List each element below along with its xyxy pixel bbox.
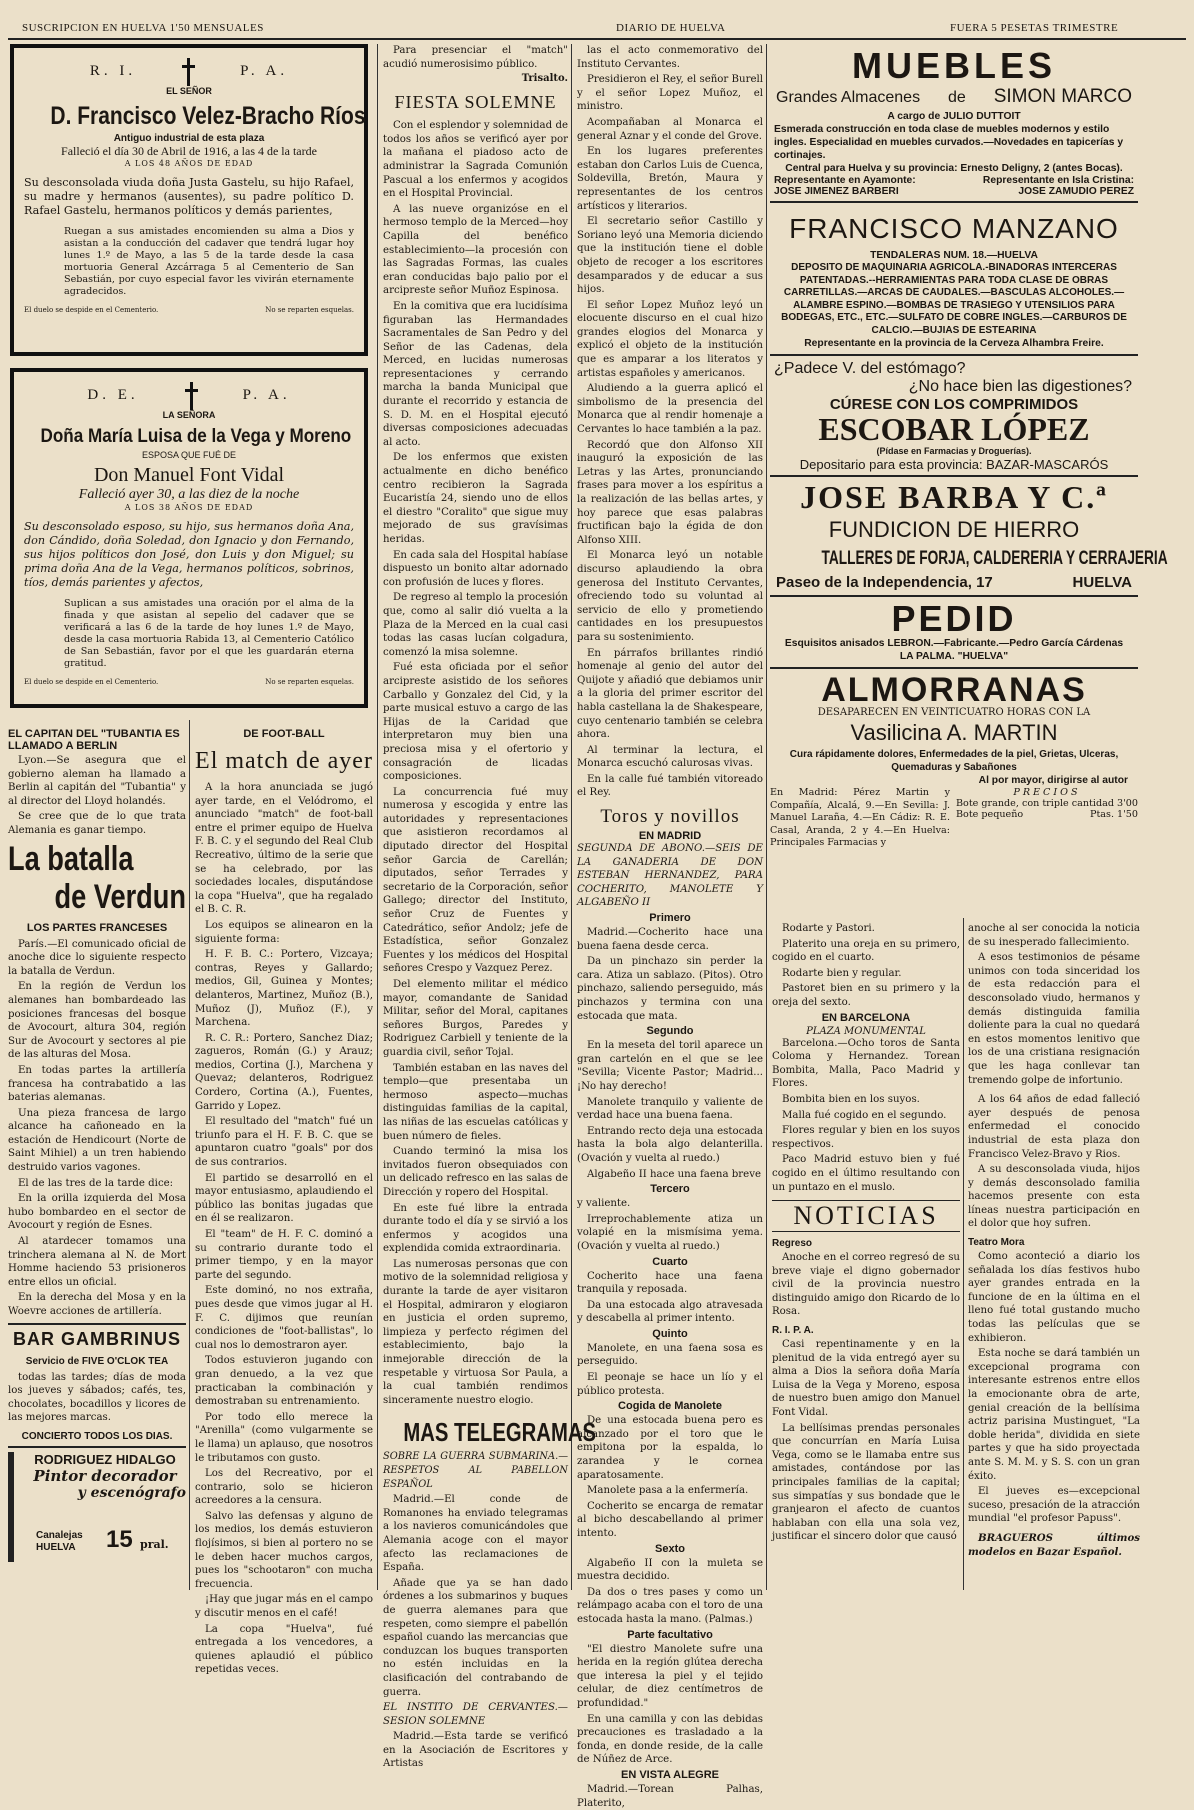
noticias-paragraph: La bellísimas prendas personales que concurrían en María Luisa Vega, como se le llamaba entre sus amistades, contándose por las principales familias de la capital; sus simpatías y sus bondade que le granjearon el afecto de cuantos hablaban con ella una sola vez, justificar el sincero dolor que causó bbox=[772, 1422, 960, 1543]
telegramas-headline: MAS TELEGRAMAS bbox=[403, 1417, 597, 1448]
muebles-desc: Esmerada construcción en toda clase de muebles modernos y estilo ingles. Especialidad en muebles curvados.—Novedades en tapicerías y cortinajes. bbox=[774, 124, 1124, 161]
toros-paragraph: Manolete tranquilo y valiente de verdad hace una buena faena. bbox=[577, 1096, 763, 1122]
toros-paragraph: Platerito una oreja en su primero, cogido en el cuarto. bbox=[772, 938, 960, 964]
tubantia-headline: EL CAPITAN DEL "TUBANTIA ES LLAMADO A BERLIN bbox=[8, 728, 180, 752]
obit-request: Suplican a sus amistades una oración por el alma de la finada y que asistan al sepelio del cadaver que se verificará a las 6 de la tarde de hoy lunes 1.º de Mayo, desde la casa mortuoria Rabida 13, al Cementerio Católico de San Sebastián, favor por el que les guardarán eterna gratitud. bbox=[64, 598, 354, 669]
muebles-title: MUEBLES bbox=[851, 45, 1056, 86]
football-paragraph: El resultado del "match" fué un triunfo para el H. F. B. C. que se apuntaron cuatro "goals" por dos de sus contrarios. bbox=[195, 1116, 373, 1169]
fiesta-paragraph: Con el esplendor y solemnidad de todos los años se verificó ayer por la mañana el piadoso acto de administrar la Sagrada Comunión Pascual a los enfermos y acogidos en el Hospital Provincial. bbox=[383, 120, 568, 200]
match-signature: Trisalto. bbox=[521, 73, 568, 85]
football-section: DE FOOT-BALL bbox=[243, 728, 325, 740]
toros-paragraph: "El diestro Manolete sufre una herida en la región glútea derecha que interesa la piel y el tejido celular, de diez centímetros de profundidad." bbox=[577, 1643, 763, 1709]
barcelona-subhead: EN BARCELONA bbox=[821, 1011, 911, 1024]
noticias-headline: NOTICIAS bbox=[772, 1200, 960, 1232]
column-1 bbox=[8, 722, 186, 1592]
football-paragraph: Todos estuvieron jugando con gran denuedo, a la vez que practicaban la combinación y demostraban su entrenamiento. bbox=[195, 1355, 373, 1408]
pedid-line: Esquisitos anisados LEBRON.—Fabricante.—Pedro García Cárdenas bbox=[784, 638, 1124, 649]
toros-paragraph: Pastoret bien en su primero y la oreja del sexto. bbox=[772, 983, 960, 1008]
muebles-rep-name: JOSE JIMENEZ BARBERI bbox=[774, 186, 899, 197]
obit-name: Doña María Luisa de la Vega y Moreno bbox=[40, 426, 352, 447]
almorranas-mayor: Al por mayor, dirigirse al autor bbox=[978, 775, 1128, 786]
noticias-paragraph: A los 64 años de edad falleció ayer después de penosa enfermedad el conocido industrial de esta plaza don Francisco Velez-Bravo y Rios. bbox=[968, 1094, 1140, 1160]
muebles-de: de bbox=[948, 89, 966, 106]
column-2 bbox=[195, 722, 373, 1676]
obituary-velez-bracho bbox=[10, 44, 368, 356]
fiesta-paragraph: De los enfermos que existen actualmente en dicho benéfico centro recibieron la Sagrada Eucaristía 24, siendo uno de ellos el diestro "Coralito" que sigue muy mejorado de sus gravísimas heridas. bbox=[383, 452, 568, 545]
cervantes-paragraph: El señor Lopez Muñoz leyó un elocuente discurso en el cual hizo grandes elogios del Monarca y explicó el objeto de la institución que es amparar a los literatos y artistas españoles y americanos. bbox=[577, 299, 763, 379]
almorranas-product: Vasilicina A. MARTIN bbox=[850, 720, 1058, 745]
cogida-subhead: Cogida de Manolete bbox=[618, 1400, 722, 1413]
football-paragraph: Los equipos se alinearon en la siguiente forma: bbox=[195, 919, 373, 945]
fiesta-paragraph: La concurrencia fué muy numerosa y escogida y entre las autoridades y representaciones que asistieron recordamos al diputado director del Hospital señor Garcia de Carellán; diputados, señor Terrades y secretario de la Corporación, señor Gallego; director del Instituto, señor Cruz de Fuentes y Catedrático, señor Andolz; jefe de Estadística, señor Gonzalez Fuentes y los médicos del Hospital señores Crespo y Vazquez Perez. bbox=[383, 786, 568, 975]
verdun-headline-2: de Verdun bbox=[54, 877, 186, 916]
fiesta-paragraph: A las nueve organizóse en el hermoso templo de la Merced—hoy Capilla del benéfico establecimiento—la procesión con las Sagradas Formas, las cuales eran conducidas bajo palio por el arcipreste señor Muñoz Espinosa. bbox=[383, 203, 568, 297]
toros-paragraph: El peonaje se hace un lío y el público protesta. bbox=[577, 1372, 763, 1397]
cervantes-body bbox=[577, 44, 763, 800]
manzano-title: FRANCISCO MANZANO bbox=[789, 213, 1119, 244]
column-6 bbox=[968, 922, 1140, 1592]
toros-paragraph: Algabeño II hace una faena breve bbox=[587, 1168, 761, 1180]
fiesta-paragraph: En la comitiva que era lucidísima figuraban las Hermandades Sacramentales de San Pedro y del Señor de las Cadenas, dela Merced, en lucidas numerosas representaciones y cerrando marcha la banda Municipal que durante el recorrido y estancia de S. D. M. en el Hospital ejecutó diversas composiciones adecuadas al acto. bbox=[383, 300, 568, 448]
barba-city: HUELVA bbox=[1072, 574, 1132, 591]
toros-paragraph: De una estocada buena pero es alcanzado por el toro que le empitona por la espalda, lo zarandea y le cornea aparatosamente. bbox=[577, 1415, 763, 1481]
obit-age: A LOS 48 AÑOS DE EDAD bbox=[124, 159, 254, 168]
barba-name: JOSE BARBA Y C.ª bbox=[800, 479, 1108, 515]
toros-paragraph: Flores regular y bien en los suyos respectivos. bbox=[772, 1125, 960, 1150]
hidalgo-name: RODRIGUEZ HIDALGO bbox=[34, 1451, 176, 1467]
toros-paragraph: Rodarte bien y regular. bbox=[782, 967, 902, 979]
obituary-vega-moreno bbox=[10, 368, 368, 708]
bar-gambrinus-title: BAR GAMBRINUS bbox=[13, 1328, 181, 1349]
obit-husband: Don Manuel Font Vidal bbox=[93, 464, 285, 486]
cervantes-paragraph: En los lugares preferentes estaban don Carlos Luis de Cuenca, Soldevilla, Bretón, Maura y representantes de los centros artísticos y literarios. bbox=[577, 146, 763, 212]
verdun-paragraph: En la orilla izquierda del Mosa hubo bombardeo en el sector de Avocourt y región de Esnes. bbox=[8, 1193, 186, 1232]
toros-paragraph: Da una estocada algo atravesada y descabella al primer intento. bbox=[577, 1299, 763, 1325]
verdun-paragraph: El de las tres de la tarde dice: bbox=[18, 1177, 174, 1189]
escobar-cure: CÚRESE CON LOS COMPRIMIDOS bbox=[829, 396, 1079, 413]
fiesta-paragraph: De regreso al templo la procesión que, como al salir dió vuelta a la Plaza de la Merced en la cual casi todas las casas lucían colgadura, comenzó la misa solemne. bbox=[383, 592, 568, 658]
toros-subhead: SEGUNDA DE ABONO.—SEIS DE LA GANADERIA DE DON ESTEBAN HERNANDEZ, PARA COCHERITO, MANOLETE Y ALGABEÑO II bbox=[577, 843, 763, 909]
verdun-paragraph: París.—El comunicado oficial de anoche dice lo siguiente respecto la batalla de Verdun. bbox=[8, 938, 186, 977]
regreso-subhead: Regreso bbox=[772, 1238, 813, 1250]
cross-icon bbox=[185, 382, 197, 410]
obit-rip: R. I. P. A. bbox=[24, 58, 354, 86]
football-paragraph: Salvo las defensas y alguno de los medios, los demás estuvieron flojísimos, si bien al portero no se le deben hacer muchos cargos, pues los "schootaron" con mucha frecuencia. bbox=[195, 1510, 373, 1590]
almorranas-bote-grande: Bote grande, con triple cantidad bbox=[956, 798, 1114, 809]
toros-headline: Toros y novillos bbox=[600, 806, 740, 828]
manzano-desc: DEPOSITO DE MAQUINARIA AGRICOLA.-BINADORAS INTERCERAS PATENTADAS.--HERRAMIENTAS PARA TODA CLASE DE OBRAS CARRETILLAS.—ARCAS DE CAUDALES.—BASCULAS ALCOHOLES.—ALAMBRE ESPINO.—BOMBAS DE TRASIEGO Y UTENSILIOS PARA BODEGAS, ETC., ETC.—SULFATO DE COBRE INGLES.—CARBUROS DE CALCIO.—BUJIAS DE ESTEARINA bbox=[781, 262, 1127, 336]
football-paragraph: R. C. R.: Portero, Sanchez Diaz; zagueros, Román (G.) y Arauz; medios, Cortina (J.), Marchena y Quevaz; delanteros, Rodriguez Cordero, Cortina (A.), Fuentes, Garrido y Lopez. bbox=[195, 1032, 373, 1112]
bar-service: Servicio de FIVE O'CLOK TEA bbox=[25, 1355, 169, 1367]
toros-paragraph: Manolete, en una faena sosa es perseguido. bbox=[577, 1342, 763, 1368]
hidalgo-number: 15 bbox=[106, 1525, 133, 1553]
toros-paragraph: Bombita bien en los suyos. bbox=[782, 1093, 920, 1105]
toro-segundo: Segundo bbox=[646, 1025, 694, 1038]
muebles-rep-label: Representante en Isla Cristina: bbox=[982, 175, 1134, 186]
verdun-paragraph: Una pieza francesa de largo alcance ha cañoneado en la estación de Hendicourt (Norte de Saint Mihiel) a un tren habiendo destruido varios vagones. bbox=[8, 1107, 186, 1174]
barba-fundicion: FUNDICION DE HIERRO bbox=[828, 517, 1080, 542]
obit-died: Falleció ayer 30, a las diez de la noche bbox=[78, 487, 300, 502]
toros-paragraph: Paco Madrid estuvo bien y fué cogido en el último resultando con un puntazo en el muslo. bbox=[772, 1154, 960, 1193]
noticias-paragraph: Como aconteció a diario los señalada los días festivos hubo ayer grandes entrada en la funcione de en la última en el lleno fué total gustando mucho todas las películas que se exhibieron. bbox=[968, 1251, 1140, 1344]
toro-sexto: Sexto bbox=[655, 1542, 685, 1555]
hidalgo-street: Canalejas bbox=[36, 1529, 83, 1541]
toros-paragraph: Entrando recto deja una estocada hasta la bola algo delanterilla. (Ovación y vuelta al ruedo.) bbox=[577, 1125, 763, 1164]
almorranas-sub: DESAPARECEN EN VEINTICUATRO HORAS CON LA bbox=[817, 707, 1091, 718]
match-intro: Para presenciar el "match" acudió numerosisimo público. bbox=[383, 45, 568, 70]
almorranas-bote-pequeno-price: Ptas. 1'50 bbox=[1089, 809, 1138, 820]
toros-paragraph: Manolete pasa a la enfermería. bbox=[587, 1485, 749, 1497]
toros-paragraph: En la meseta del toril aparece un gran cartelón en el que se lee "Sevilla; Vicente Pastor; Madrid... ¡No hay derecho! bbox=[577, 1040, 763, 1092]
column-rule bbox=[189, 720, 190, 1590]
cervantes-paragraph: El Monarca leyó un notable discurso aplaudiendo la obra generosa del Instituto Cervantes, ofreciendo todo su voluntad al servicio de ello y prometiendo cantidades en los presupuestos para su sostenimiento. bbox=[577, 550, 763, 643]
fiesta-paragraph: También estaban en las naves del templo—que presentaba un hermoso aspecto—muchas distinguidas familias de la capital, las niñas de las escuelas católicas y buen número de fieles. bbox=[383, 1062, 568, 1142]
pedid-title: PEDID bbox=[891, 598, 1017, 639]
cervantes-paragraph: El secretario señor Castillo y Soriano leyó una Memoria diciendo que la institución tiene el doble objeto de recoger a los escritores desamparados y de educar a sus hijos. bbox=[577, 216, 763, 296]
bar-concert: CONCIERTO TODOS LOS DIAS. bbox=[21, 1430, 173, 1442]
fiesta-paragraph: Del elemento militar el médico mayor, comandante de Sanidad Militar, señor del Moral, capitanes señores Burgos, Paredes y Rodriguez Carbiell y teniente de la guardia civil, señor Tojal. bbox=[383, 979, 568, 1058]
telegramas-subhead: SOBRE LA GUERRA SUBMARINA.—RESPETOS AL PABELLON ESPAÑOL bbox=[383, 1451, 568, 1490]
noticias-paragraph: El jueves es—excepcional suceso, presación de la atracción mundial "el profesor Papuss". bbox=[968, 1486, 1140, 1525]
noticias-paragraph: A esos testimonios de pésame unimos con toda sinceridad los de esta redacción para el desconsolado viudo, hermanos y demás distinguida familia doliente para la cual no quedará en estos momentos lenitivo que los de una cristiana resignación que les haga conllevar tan tremendo golpe de infortunio. bbox=[968, 952, 1140, 1086]
cervantes-paragraph: En párrafos brillantes rindió homenaje al genio del autor del Quijote y añadió que debiamos unir a la gloria del primer escritor del habla castellana la de Shakespeare, cuyo centenario también se celebra ahora. bbox=[577, 647, 763, 741]
hidalgo-city: HUELVA bbox=[36, 1541, 76, 1553]
column-rule bbox=[571, 44, 572, 1590]
cross-icon bbox=[182, 58, 194, 86]
barba-talleres: TALLERES DE FORJA, CALDERERIA Y CERRAJERIA bbox=[821, 548, 1168, 569]
fiesta-paragraph: Las numerosas personas que con motivo de la solemnidad religiosa y durante la tarde de ayer visitaron el Hospital, admiraron y elogiaron en justicia el orden supremo, limpieza y perfecto régimen del establecimiento, bajo la inmejorable dirección de la respetable y virtuosa Sor Paula, a la cual también rendimos sinceramente nuestro elogio. bbox=[383, 1258, 568, 1406]
cervantes-paragraph: las el acto conmemorativo del Instituto Cervantes. bbox=[577, 45, 763, 70]
obit-foot-left: El duelo se despide en el Cementerio. bbox=[24, 678, 159, 686]
noticias-paragraph: A su desconsolada viuda, hijos y demás desconsolado familia hacemos presente con esta líneas nuestra participación en el dolor que hoy sufren. bbox=[968, 1164, 1140, 1230]
plaza-monumental: PLAZA MONUMENTAL bbox=[806, 1025, 926, 1037]
hidalgo-ad bbox=[8, 1452, 186, 1562]
toro-primero: Primero bbox=[649, 912, 691, 925]
toros-paragraph: Algabeño II con la muleta se muestra decidido. bbox=[577, 1557, 763, 1583]
muebles-central: Central para Huelva y su provincia: Ernesto Deligny, 2 (antes Bocas). bbox=[785, 163, 1123, 174]
toros-paragraph: y valiente. bbox=[577, 1198, 631, 1210]
obit-request: Ruegan a sus amistades encomienden su alma a Dios y asistan a la conducción del cadaver que tendrá lugar hoy lunes 1.º de Mayo, a las 5 de la tarde desde la casa mortuoria General Azcárraga 5 al Cementerio de San Sebastián, por cuyo especial favor les vivirán eternamente agradecidos. bbox=[64, 226, 354, 297]
telegramas-paragraph: Añade que ya se han dado órdenes a los submarinos y buques de guerra alemanes para que respeten, como siempre el pabellón español cuando las mercancias que conduzcan los buques transporten no estén incluidas en la clasificación del contrabando de guerra. bbox=[383, 1577, 568, 1698]
ad-pedid bbox=[770, 597, 1138, 669]
ad-almorranas bbox=[770, 669, 1138, 852]
escobar-pidase: (Pídase en Farmacias y Droguerías). bbox=[876, 446, 1032, 456]
muebles-owner: SIMON MARCO bbox=[993, 86, 1132, 107]
fiesta-headline: FIESTA SOLEMNE bbox=[394, 92, 557, 113]
football-paragraph: El partido se desarrolló en el mayor entusiasmo, aplaudiendo el público las bonitas jugadas que en él se realizaron. bbox=[195, 1172, 373, 1225]
football-body bbox=[195, 781, 373, 1677]
verdun-paragraph: Al atardecer tomamos una trinchera alemana al N. de Mort Homme haciendo 53 prisioneros entre ellos un oficial. bbox=[8, 1236, 186, 1288]
toros-paragraph: Da dos o tres pases y como un relámpago acaba con el toro de una estocada hasta la mano. (Palmas.) bbox=[577, 1586, 763, 1625]
toro-cuarto: Cuarto bbox=[652, 1255, 688, 1268]
bar-text: todas las tardes; días de moda los jueves y sábados; cafés, tes, chocolates, bocadillos y licores de las mejores marcas. bbox=[8, 1371, 186, 1424]
toro-tercero: Tercero bbox=[650, 1183, 690, 1196]
ad-manzano bbox=[770, 203, 1138, 356]
football-paragraph: Este dominó, no nos extraña, pues desde que vimos jugar al H. F. C. dijimos que reunían condiciones de "foot-ballistas", lo cual nos lo demostraron ayer. bbox=[195, 1285, 373, 1351]
almorranas-title: ALMORRANAS bbox=[821, 671, 1087, 709]
column-rule bbox=[963, 918, 964, 1590]
column-4 bbox=[577, 44, 764, 1809]
column-5 bbox=[772, 922, 960, 1592]
obit-body: Su desconsolado esposo, su hijo, sus hermanos doña Ana, don Cándido, doña Soledad, don Ignacio y don Fernando, sus hijos políticos don José, don Luis y don Miguel; su prima doña Ana de la Vega, hermanos políticos, sobrinos, tíos, demás parientes y afectos, bbox=[24, 520, 354, 589]
partes-subhead: LOS PARTES FRANCESES bbox=[26, 921, 168, 934]
football-paragraph: El "team" de H. F. C. dominó a su contrario durante todo el primer tiempo, y en la mayor parte del segundo. bbox=[195, 1229, 373, 1281]
cervantes-paragraph: Aludiendo a la guerra aplicó el simbolismo de la presencia del Monarca que al rendir homenaje a Cervantes lo hace también a la paz. bbox=[577, 383, 763, 436]
obit-foot-right: No se reparten esquelas. bbox=[265, 678, 354, 686]
fiesta-paragraph: Fué esta oficiada por el señor arcipreste asistido de los señores Carballo y Gonzalez del Cid, y la parte musical estuvo a cargo de las Hijas de la Caridad que interpretaron muy bien una preciosa misa y el ofertorio y consagración de licadas composiciones. bbox=[383, 662, 568, 783]
cervantes-subhead: EL INSTITO DE CERVANTES.—SESION SOLEMNE bbox=[383, 1702, 568, 1727]
football-paragraph: A la hora anunciada se jugó ayer tarde, en el Velódromo, el anunciado "match" de foot-ball entre el primer equipo de Huelva F. B. C. y el segundo del Real Club Recreativo, último de la serie que se ha celebrado, por las sociedades locales, disputándose la copa "Huelva", que ha regalado el B. C. R. bbox=[195, 782, 373, 916]
toros-paragraph: Madrid.—Cocherito hace una buena faena desde cerca. bbox=[577, 927, 763, 952]
cervantes-paragraph: Presidieron el Rey, el señor Burell y el señor Lopez Muñoz, el ministro. bbox=[577, 74, 764, 113]
header-rule bbox=[8, 38, 1186, 40]
football-paragraph: Los del Recreativo, por el contrario, solo se hicieron acreedores a la censura. bbox=[195, 1468, 373, 1507]
football-headline: El match de ayer bbox=[195, 748, 373, 774]
telegramas-paragraph: Madrid.—El conde de Romanones ha enviado telegramas a los navieros comunicándoles que Alemania acoge con el mayor afecto las reclamaciones de España. bbox=[383, 1494, 568, 1574]
almorranas-cura: Cura rápidamente dolores, Enfermedades de la piel, Grietas, Ulceras, Quemaduras y Sabañones bbox=[789, 749, 1119, 773]
muebles-rep-name: JOSE ZAMUDIO PEREZ bbox=[1018, 186, 1134, 197]
toros-paragraph: Barcelona.—Ocho toros de Santa Coloma y Hernandez. Torean Bombita, Malla, Paco Madrid y Flores. bbox=[772, 1037, 960, 1090]
column-3 bbox=[383, 44, 597, 1770]
verdun-paragraph: En la región de Verdun los alemanes han bombardeado las posiciones francesas del bosque de Avocourt, altura 304, región Sur de Avocourt y sectores al pie de las alturas del Mosa. bbox=[8, 981, 186, 1061]
obit-label: LA SEÑORA bbox=[162, 410, 216, 420]
ad-escobar bbox=[770, 356, 1138, 477]
verdun-headline-1: La batalla bbox=[8, 839, 134, 878]
toros-madrid: EN MADRID bbox=[638, 830, 702, 843]
obit-body: Su desconsolada viuda doña Justa Gastelu, su hijo Rafael, su madre y hermanos (ausentes), su padre político D. Rafael Gastelu, hermanos políticos y demás parientes, bbox=[24, 176, 354, 217]
escobar-name: ESCOBAR LÓPEZ bbox=[818, 411, 1090, 447]
vista-alegre-subhead: EN VISTA ALEGRE bbox=[621, 1768, 719, 1781]
toro-quinto: Quinto bbox=[652, 1327, 688, 1340]
obit-rip: D. E. P. A. bbox=[24, 382, 354, 410]
noticias-paragraph: anoche al ser conocida la noticia de su inesperado fallecimiento. bbox=[968, 923, 1140, 948]
football-paragraph: ¡Hay que jugar más en el campo y discutir menos en el café! bbox=[195, 1594, 373, 1620]
hidalgo-job: Pintor decorador bbox=[33, 1466, 177, 1485]
noticias-paragraph: Anoche en el correo regresó de su breve viaje el digno gobernador civil de la provincia nuestro distinguido amigo don Ricardo de lo Rosa. bbox=[772, 1252, 960, 1318]
manzano-rep: Representante en la provincia de la Cerveza Alhambra Freire. bbox=[804, 338, 1104, 349]
tubantia-paragraph: Se cree que de lo que trata Alemania es ganar tiempo. bbox=[8, 811, 186, 836]
hidalgo-job-2: y escenógrafo bbox=[77, 1484, 186, 1501]
toros-paragraph: Irreprochablemente atiza un volapié en la mismísima yema. (Ovación y vuelta al ruedo.) bbox=[577, 1213, 763, 1252]
cervantes-paragraph: Acompañaban al Monarca el general Aznar y el conde del Grove. bbox=[577, 116, 763, 142]
obit-esposa: ESPOSA QUE FUÉ DE bbox=[141, 450, 237, 460]
obit-age: A LOS 38 AÑOS DE EDAD bbox=[124, 503, 254, 512]
ripa-subhead: R. I. P. A. bbox=[772, 1325, 814, 1337]
verdun-paragraph: En todas partes la artillería francesa ha contrabatido a las baterias alemanas. bbox=[8, 1064, 186, 1104]
teatro-subhead: Teatro Mora bbox=[968, 1237, 1025, 1249]
football-paragraph: H. F. B. C.: Portero, Vizcaya; contras, Reyes y Gallardo; medios, Gil, Guinea y Montes; delanteros, Martinez, Muñoz (B.), Muñoz (J), Muñoz (F.), y Marchena. bbox=[195, 949, 373, 1029]
ad-muebles bbox=[770, 44, 1138, 203]
column-rule bbox=[377, 44, 378, 1590]
noticias-paragraph: Casi repentinamente y en la plenitud de la vida entregó ayer su alma a Dios la señora doña María Luisa de la Vega y Moreno, esposa de nuestro buen amigo don Manuel Font Vidal. bbox=[772, 1339, 960, 1419]
bragueros-note: BRAGUEROS últimos modelos en Bazar Español. bbox=[968, 1531, 1140, 1558]
tubantia-paragraph: Lyon.—Se asegura que el gobierno aleman ha llamado a Berlin al capitán del "Tubantia" y al director del Lloyd holandés. bbox=[8, 755, 186, 807]
toros-paragraph: Madrid.—Torean Palhas, Platerito, bbox=[577, 1783, 763, 1809]
masthead-bar bbox=[0, 14, 1194, 36]
fiesta-paragraph: Cuando terminó la misa los invitados fueron obsequiados con un delicado refresco en las salas de Dirección y ropero del Hospital. bbox=[383, 1146, 568, 1198]
muebles-cargo: A cargo de JULIO DUTTOIT bbox=[887, 111, 1021, 122]
obit-name: D. Francisco Velez-Bracho Ríos bbox=[50, 102, 366, 130]
parte-subhead: Parte facultativo bbox=[627, 1628, 713, 1641]
column-rule bbox=[766, 44, 767, 1590]
fiesta-body bbox=[383, 119, 568, 1407]
almorranas-bote-grande-price: 3'00 bbox=[1117, 798, 1138, 809]
muebles-rep-label: Representante en Ayamonte: bbox=[774, 175, 916, 186]
escobar-question-2: ¿No hace bien las digestiones? bbox=[908, 378, 1132, 395]
pedid-palma: LA PALMA. "HUELVA" bbox=[899, 651, 1009, 662]
obit-died: Falleció el día 30 de Abril de 1916, a las 4 de la tarde bbox=[61, 144, 317, 158]
escobar-depositario: Depositario para esta provincia: BAZAR-MASCARÓS bbox=[799, 457, 1109, 472]
football-paragraph: La copa "Huelva", fué entregada a los vencedores, a quienes aplaudió el público repetidas veces. bbox=[195, 1623, 373, 1676]
almorranas-stockists: En Madrid: Pérez Martin y Compañía, Alcalá, 9.—En Sevilla: J. Manuel Laraña, 4.—En Cádiz: R. E. Casal, Aranda, 2 y 4.—En Huelva: Principales Farmacias y bbox=[770, 787, 950, 848]
cervantes-paragraph: Recordó que don Alfonso XII inauguró la exposición de las Letras y las Artes, pronunciando frases para mover a los espíritus a la realización de las bellas artes, y hoy parece que esas palabras fructifican bajo la égida de don Alfonso XIII. bbox=[577, 439, 763, 546]
cervantes-paragraph: En la calle fué también vitoreado el Rey. bbox=[577, 773, 763, 799]
toros-paragraph: Da un pinchazo sin perder la cara. Atiza un sablazo. (Pitos). Otro pinchazo, saliendo perseguido, más pinchazos y termina con una estocada que mata. bbox=[577, 956, 763, 1022]
newspaper-name: DIARIO DE HUELVA bbox=[616, 22, 726, 34]
almorranas-bote-pequeno: Bote pequeño bbox=[956, 809, 1024, 820]
manzano-address: TENDALERAS NUM. 18.—HUELVA bbox=[870, 250, 1038, 261]
ad-barba bbox=[770, 477, 1168, 597]
toros-paragraph: Rodarte y Pastori. bbox=[782, 923, 875, 934]
toros-paragraph: En una camilla y con las debidas precauciones es trasladado a la fonda, en donde reside, de la calle de Núñez de Arce. bbox=[577, 1713, 763, 1766]
subscription-local: SUSCRIPCION EN HUELVA 1'50 MENSUALES bbox=[22, 22, 264, 34]
hidalgo-floor: pral. bbox=[140, 1537, 169, 1551]
cervantes-paragraph: Madrid.—Esta tarde se verificó en la Asociación de Escritores y Artistas bbox=[383, 1731, 568, 1770]
fiesta-paragraph: En este fué libre la entrada durante todo el día y se sirvió a los enfermos y acogidos una explendida comida extraordinaria. bbox=[383, 1202, 568, 1255]
escobar-question-1: ¿Padece V. del estómago? bbox=[774, 360, 966, 377]
football-paragraph: Por todo ello merece la "Arenilla" (como vulgarmente se le llama) un aplauso, que nosotros le tributamos con gusto. bbox=[195, 1411, 373, 1464]
obit-foot-left: El duelo se despide en el Cementerio. bbox=[24, 306, 159, 314]
barba-address: Paseo de la Independencia, 17 bbox=[776, 574, 993, 591]
obit-foot-right: No se reparten esquelas. bbox=[265, 306, 354, 314]
noticias-paragraph: Esta noche se dará también un excepcional programa con interesante estrenos entre ellos la emocionante obra de arte, genial creación de la bellísima actriz parisina Mustinguet, "La doble herida", dividida en siete partes y que ha sido proyectada ante S. M. M. y S. S. con un gran éxito. bbox=[968, 1348, 1140, 1482]
almorranas-precios: PRECIOS bbox=[1013, 787, 1081, 798]
toros-paragraph: Cocherito hace una faena tranquila y reposada. bbox=[577, 1270, 763, 1296]
toros-paragraph: Malla fué cogido en el segundo. bbox=[782, 1109, 947, 1121]
cervantes-paragraph: Al terminar la lectura, el Monarca escuchó calurosas vivas. bbox=[577, 744, 763, 770]
subscription-outside: FUERA 5 PESETAS TRIMESTRE bbox=[950, 22, 1119, 34]
verdun-paragraph: En la derecha del Mosa y en la Woevre acciones de artillería. bbox=[8, 1292, 186, 1317]
ads-block bbox=[770, 44, 1168, 920]
fiesta-paragraph: En cada sala del Hospital habíase dispuesto un bonito altar adornado con profusión de luces y flores. bbox=[383, 549, 568, 588]
toros-paragraph: Cocherito se encarga de rematar al bicho descabellando al primer intento. bbox=[577, 1500, 763, 1539]
obituaries-block bbox=[6, 44, 372, 724]
obit-label: EL SEÑOR bbox=[166, 86, 212, 96]
obit-subtitle: Antiguo industrial de esta plaza bbox=[113, 133, 265, 144]
muebles-grandes: Grandes Almacenes bbox=[776, 89, 921, 106]
